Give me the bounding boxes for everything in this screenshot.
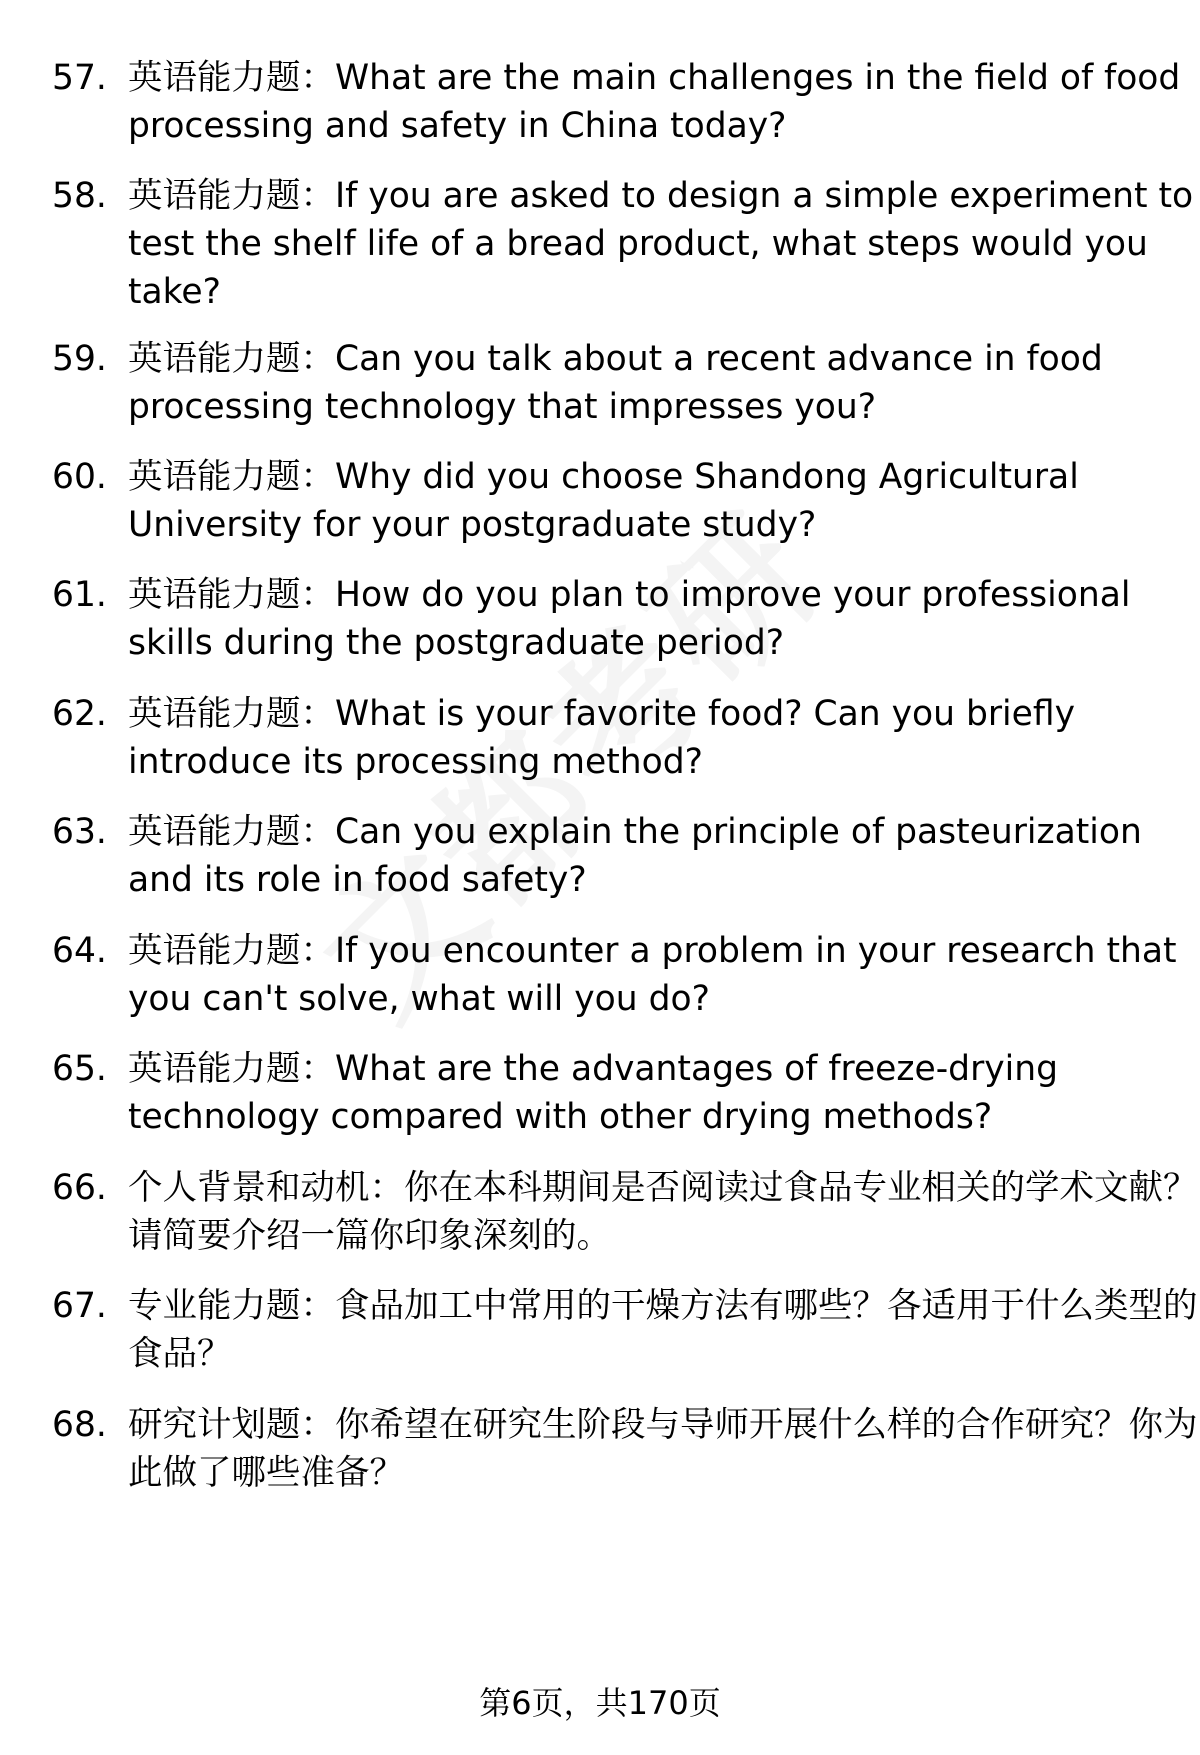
question-item xyxy=(52,808,1162,904)
question-text: 英语能力题：If you encounter a problem in your research that you can't solve, what will you do? xyxy=(128,931,1177,1019)
question-number: 67. xyxy=(52,1286,107,1326)
question-item xyxy=(52,453,1162,549)
question-number: 63. xyxy=(52,812,107,852)
question-item xyxy=(52,690,1162,786)
question-item xyxy=(52,927,1177,1023)
question-text: 英语能力题：Can you talk about a recent advance in food processing technology that impresses you? xyxy=(128,339,1103,427)
question-item xyxy=(52,1401,1198,1497)
page-footer: 第6页，共170页 xyxy=(479,1684,721,1722)
question-number: 57. xyxy=(52,58,107,98)
question-text: 英语能力题：What are the advantages of freeze-drying technology compared with other drying methods? xyxy=(128,1049,1059,1137)
question-item xyxy=(52,172,1194,316)
question-item xyxy=(52,54,1181,150)
question-text: 个人背景和动机：你在本科期间是否阅读过食品专业相关的学术文献？请简要介绍一篇你印象深刻的。 xyxy=(128,1168,1198,1256)
question-text: 英语能力题：Why did you choose Shandong Agricultural University for your postgraduate study? xyxy=(128,457,1079,545)
question-number: 68. xyxy=(52,1405,107,1445)
question-number: 62. xyxy=(52,694,107,734)
question-item xyxy=(52,1164,1198,1260)
question-number: 61. xyxy=(52,575,107,615)
question-item xyxy=(52,571,1162,667)
question-text: 研究计划题：你希望在研究生阶段与导师开展什么样的合作研究？你为此做了哪些准备？ xyxy=(128,1405,1198,1493)
question-text: 英语能力题：What are the main challenges in the field of food processing and safety in China today? xyxy=(128,58,1181,146)
question-text: 英语能力题：If you are asked to design a simple experiment to test the shelf life of a bread product, what steps would you take? xyxy=(128,176,1194,312)
question-item xyxy=(52,335,1162,431)
question-number: 64. xyxy=(52,931,107,971)
question-text: 英语能力题：What is your favorite food? Can you briefly introduce its processing method? xyxy=(128,694,1075,782)
question-text: 专业能力题：食品加工中常用的干燥方法有哪些？各适用于什么类型的食品？ xyxy=(128,1286,1198,1374)
question-number: 65. xyxy=(52,1049,107,1089)
question-number: 58. xyxy=(52,176,107,216)
question-text: 英语能力题：Can you explain the principle of pasteurization and its role in food safety? xyxy=(128,812,1142,900)
question-item xyxy=(52,1282,1198,1378)
question-number: 59. xyxy=(52,339,107,379)
question-number: 66. xyxy=(52,1168,107,1208)
question-number: 60. xyxy=(52,457,107,497)
question-text: 英语能力题：How do you plan to improve your professional skills during the postgraduate period? xyxy=(128,575,1131,663)
question-item xyxy=(52,1045,1162,1141)
